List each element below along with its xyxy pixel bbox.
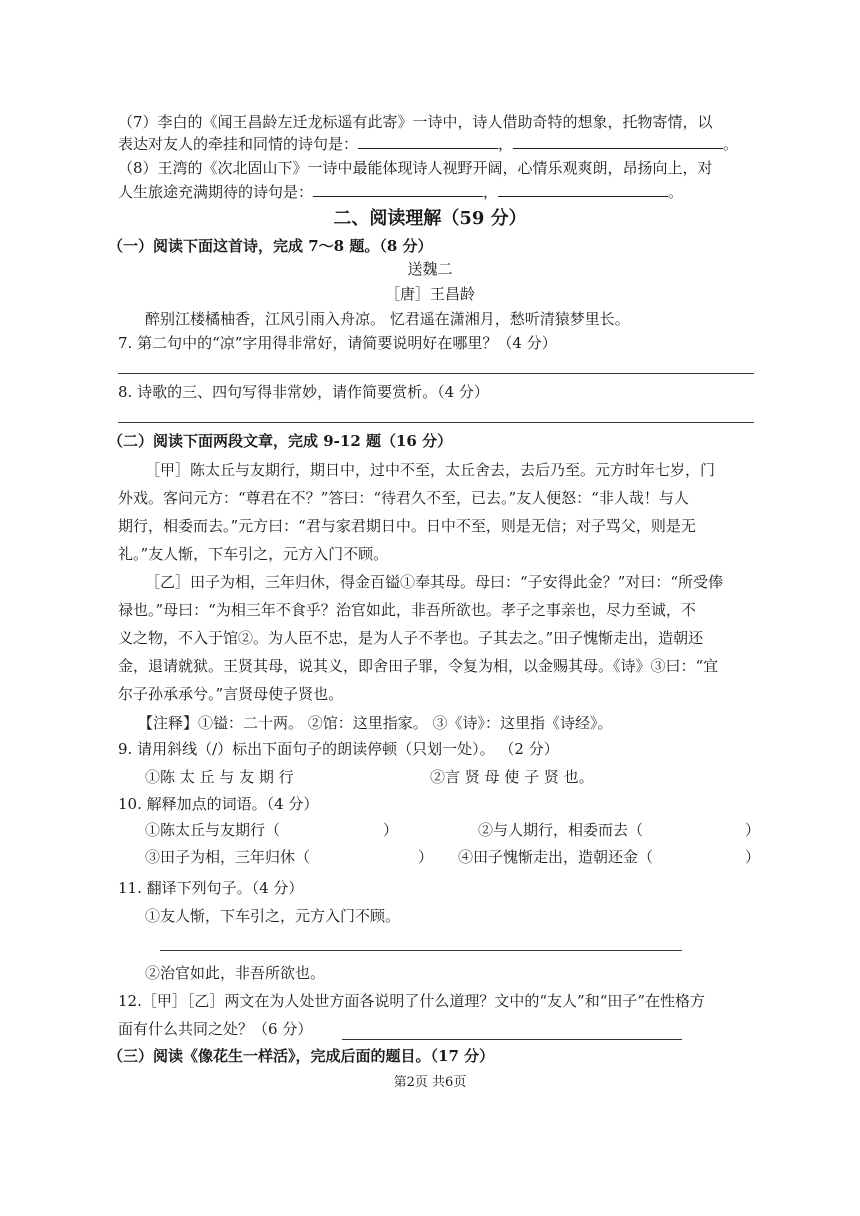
q8-end: 。 xyxy=(668,183,684,201)
part1-heading: （一）阅读下面这首诗，完成 7～8 题。（8 分） xyxy=(108,237,433,255)
poem-title: 送魏二 xyxy=(407,260,453,278)
question-11: 11. 翻译下列句子。（4 分） xyxy=(118,879,304,897)
q8-prefix: 人生旅途充满期待的诗句是： xyxy=(118,183,314,201)
q7-line1: （7）李白的《闻王昌龄左迁龙标遥有此寄》一诗中，诗人借助奇特的想象，托物寄情，以 xyxy=(118,113,713,131)
q10-item-4-close[interactable]: ） xyxy=(745,848,761,866)
page-footer: 第2页 共6页 xyxy=(393,1075,467,1090)
q10-item-1-close[interactable]: ） xyxy=(383,821,399,839)
text-jia-line: 礼。”友人惭，下车引之，元方入门不顾。 xyxy=(118,545,389,563)
q7-line2 xyxy=(118,133,738,155)
q7-answer-blank-1[interactable] xyxy=(358,134,498,149)
question-10: 10. 解释加点的词语。（4 分） xyxy=(118,795,319,813)
q12-answer-line[interactable] xyxy=(342,1039,682,1040)
q11-sentence-1: ①友人惭，下车引之，元方入门不顾。 xyxy=(145,907,401,925)
q8-line1: （8）王湾的《次北固山下》一诗中最能体现诗人视野开阔，心情乐观爽朗，昂扬向上，对 xyxy=(118,159,713,177)
text-yi-line: 金，退请就狱。王贤其母，说其义，即舍田子罪，令复为相，以金赐其母。《诗》③曰：“宜 xyxy=(118,657,719,675)
text-yi-line: 尔子孙承承兮。”言贤母使子贤也。 xyxy=(118,685,344,703)
text-jia-line: 外戏。客问元方：“尊君在不？”答曰：“待君久不至，已去。”友人便怒：“非人哉！与人 xyxy=(118,489,689,507)
q8-line2 xyxy=(118,181,683,203)
q7-end: 。 xyxy=(723,135,739,153)
q10-item-2-close[interactable]: ） xyxy=(745,821,761,839)
q11-answer-line[interactable] xyxy=(160,950,682,951)
poem-text: 醉别江楼橘柚香，江风引雨入舟凉。 忆君遥在潇湘月，愁听清猿梦里长。 xyxy=(145,310,630,328)
q10-item-2: ②与人期行，相委而去（ xyxy=(478,821,644,839)
text-jia-line: ［甲］陈太丘与友期行，期日中，过中不至，太丘舍去，去后乃至。元方时年七岁，门 xyxy=(145,461,716,479)
text-yi-line: 禄也。”母曰：“为相三年不食乎？治官如此，非吾所欲也。孝子之事亲也，尽力至诚，不 xyxy=(118,601,696,619)
q8-answer-blank-2[interactable] xyxy=(498,182,668,197)
q9-sentence-b[interactable]: ②言 贤 母 使 子 贤 也。 xyxy=(430,768,594,786)
question-8: 8. 诗歌的三、四句写得非常妙，请作简要赏析。（4 分） xyxy=(118,383,489,401)
q9-sentence-a[interactable]: ①陈 太 丘 与 友 期 行 xyxy=(145,768,294,786)
part3-heading: （三）阅读《像花生一样活》，完成后面的题目。（17 分） xyxy=(108,1047,495,1065)
q10-item-3: ③田子为相，三年归休（ xyxy=(145,848,311,866)
q7-prefix: 表达对友人的牵挂和同情的诗句是： xyxy=(118,135,359,153)
q7-sep: ， xyxy=(498,135,514,153)
q10-item-3-close[interactable]: ） xyxy=(418,848,434,866)
q8-sep: ， xyxy=(483,183,499,201)
annotation: 【注释】①镒：二十两。 ②馆：这里指家。 ③《诗》：这里指《诗经》。 xyxy=(138,714,613,732)
part2-heading: （二）阅读下面两段文章，完成 9-12 题（16 分） xyxy=(108,432,453,450)
q10-item-4: ④田子愧惭走出，造朝还金（ xyxy=(458,848,654,866)
question-12-line1: 12.［甲］［乙］两文在为人处世方面各说明了什么道理？文中的“友人”和“田子”在性格方 xyxy=(118,992,706,1010)
q11-sentence-2: ②治官如此，非吾所欲也。 xyxy=(145,964,326,982)
text-yi-line: 义之物，不入于馆②。为人臣不忠，是为人子不孝也。子其去之。”田子愧惭走出，造朝还 xyxy=(118,629,704,647)
q8-answer-blank-1[interactable] xyxy=(313,182,483,197)
section-title: 二、阅读理解（59 分） xyxy=(333,208,527,229)
q7-answer-line[interactable] xyxy=(118,373,754,374)
poem-author: ［唐］王昌龄 xyxy=(384,285,475,303)
text-yi-line: ［乙］田子为相，三年归休，得金百镒①奉其母。母曰：“子安得此金？”对曰：“所受俸 xyxy=(145,573,724,591)
text-jia-line: 期行，相委而去。”元方曰：“君与家君期日中。日中不至，则是无信；对子骂父，则是无 xyxy=(118,517,696,535)
question-12-line2: 面有什么共同之处？（6 分） xyxy=(118,1020,313,1038)
question-9: 9. 请用斜线（/）标出下面句子的朗读停顿（只划一处）。 （2 分） xyxy=(118,740,559,758)
q7-answer-blank-2[interactable] xyxy=(513,134,723,149)
question-7: 7. 第二句中的“凉”字用得非常好，请简要说明好在哪里？（4 分） xyxy=(118,334,557,352)
q10-item-1: ①陈太丘与友期行（ xyxy=(145,821,281,839)
q8-answer-line[interactable] xyxy=(118,422,754,423)
